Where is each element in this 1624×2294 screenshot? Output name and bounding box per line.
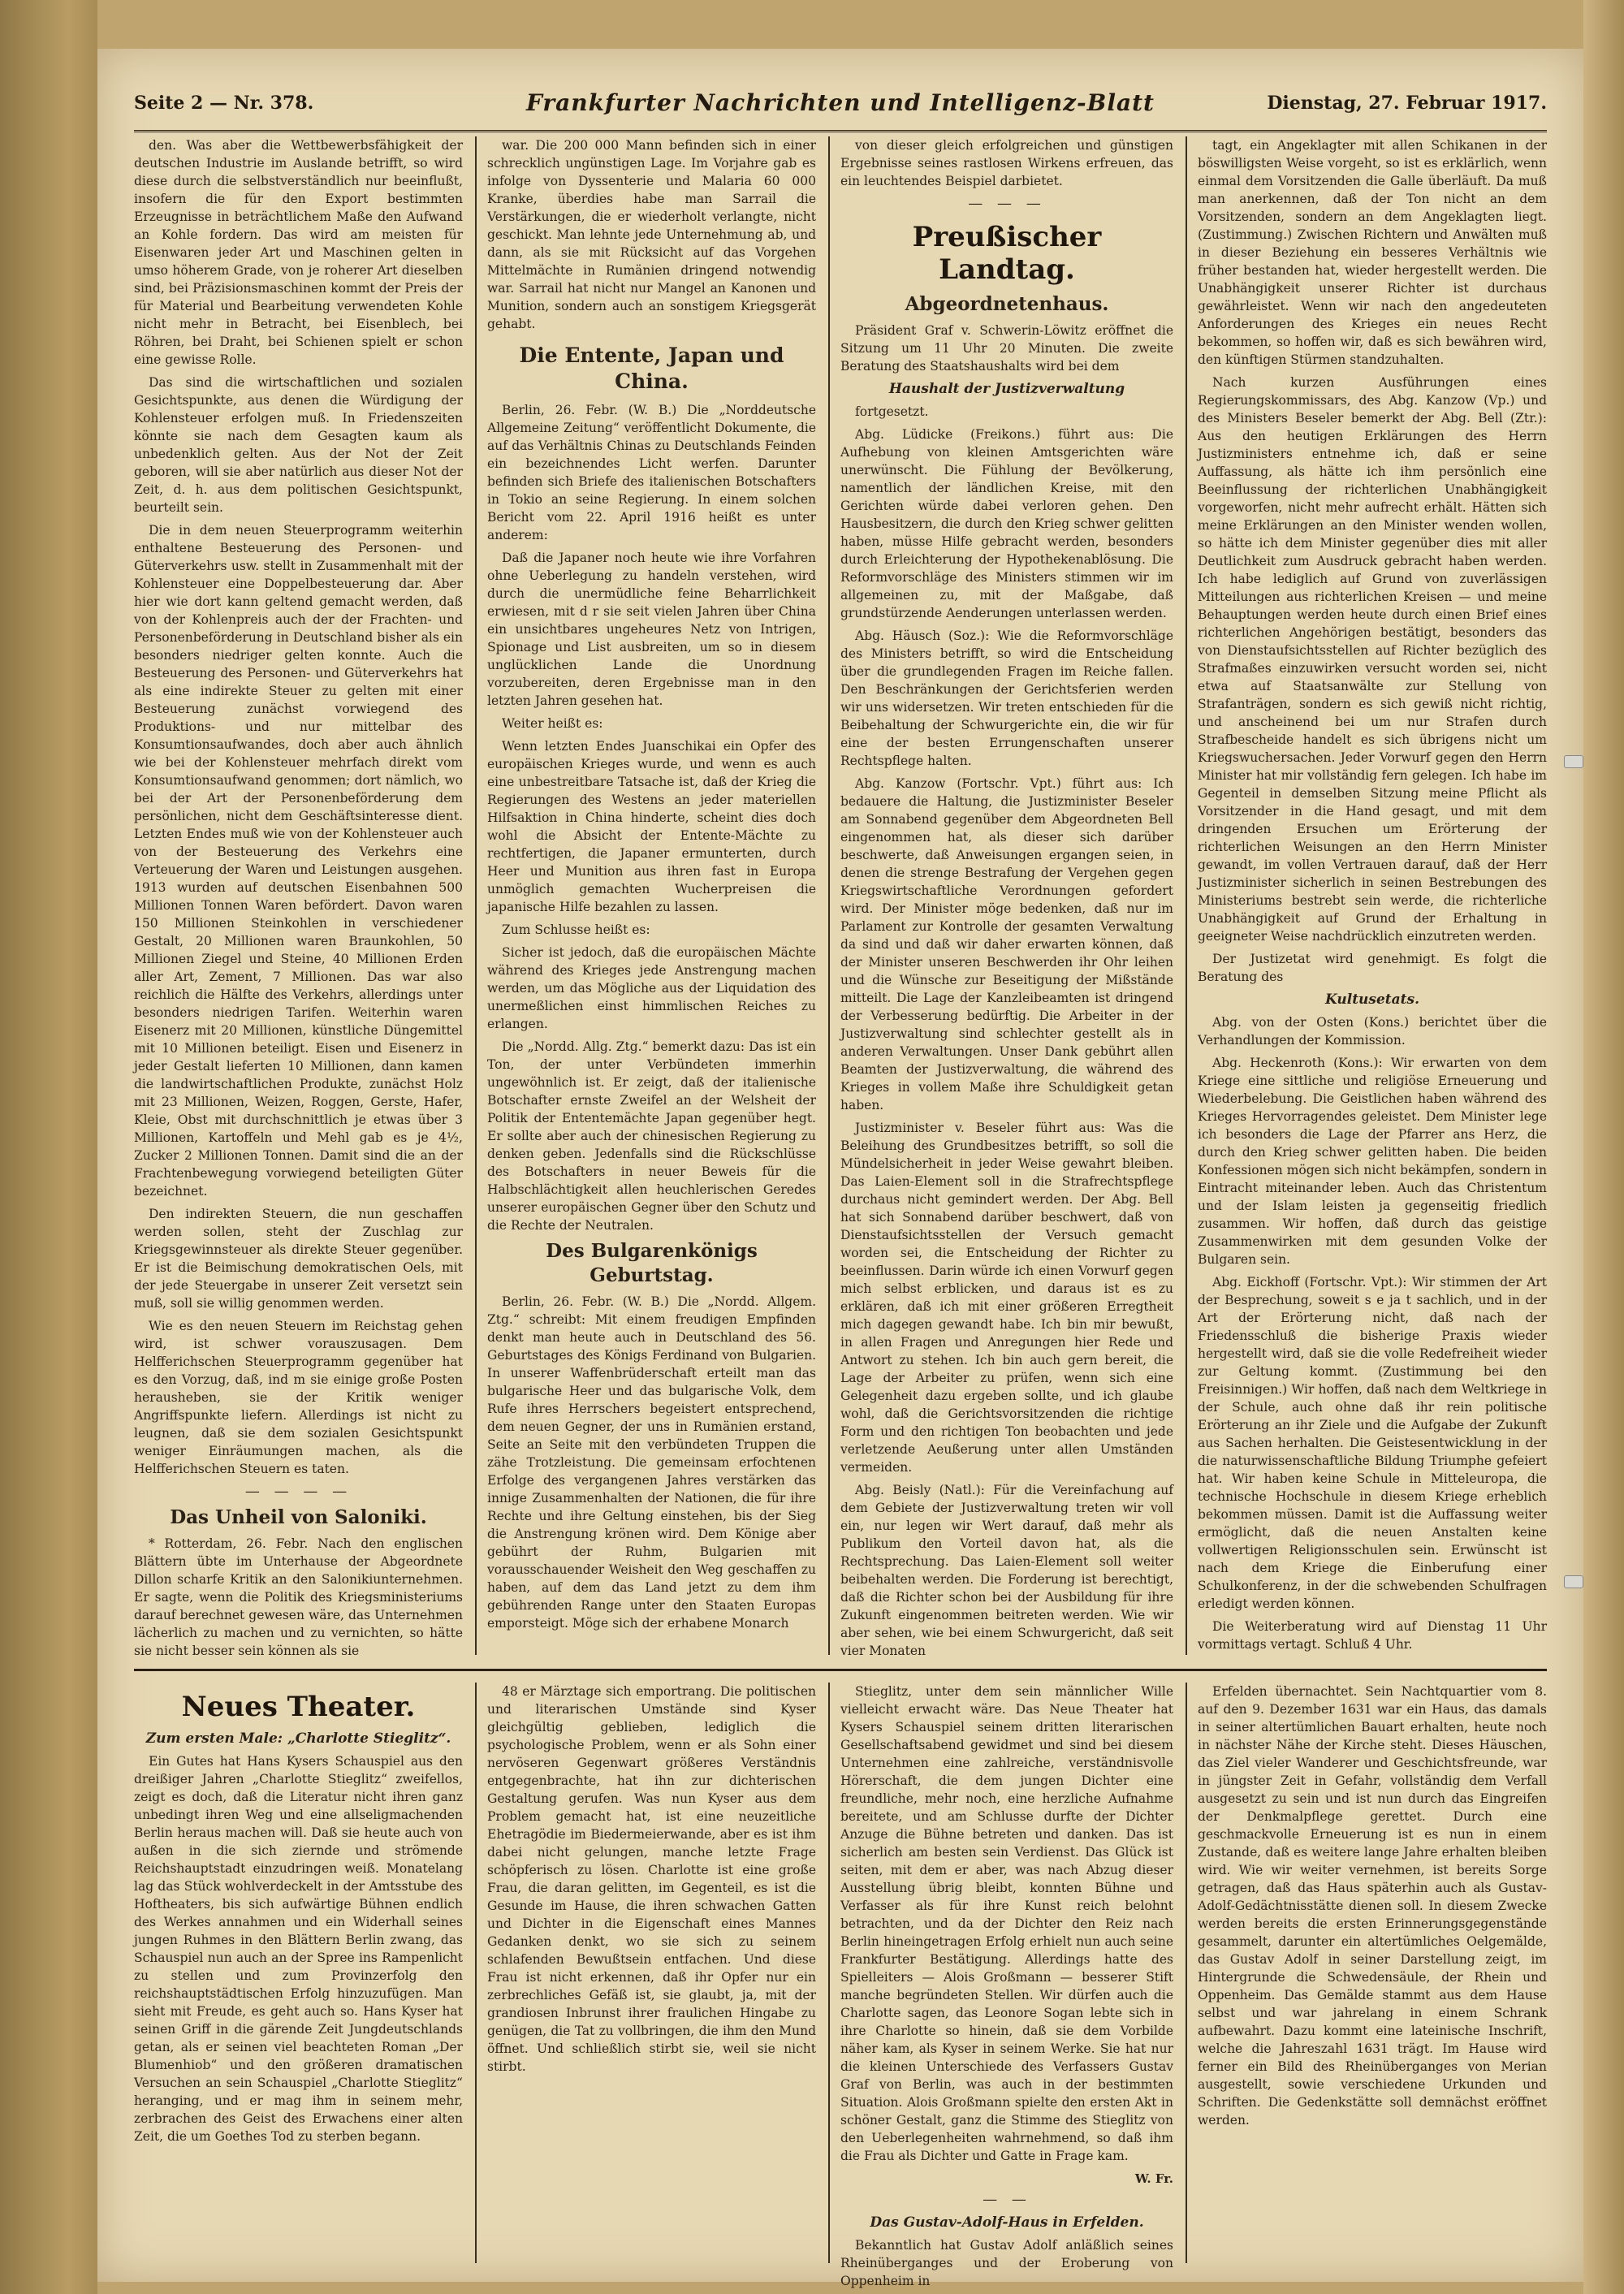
column-rule: [1186, 1683, 1187, 2263]
column-rule: [475, 1683, 477, 2263]
column-1: [134, 136, 463, 1663]
article-paragraph: Abg. Häusch (Soz.): Wie die Reformvorschläge des Ministers betrifft, so wird die Entscheidung über die grundlegenden Fragen im Reiche fallen. Den Beschränkungen der Gerichtsferien werden wir uns widersetzen. Wir treten entschieden für die Beibehaltung der Schwurgerichte ein, die wir für eine der besten Errungenschaften unserer Rechtspflege halten.: [840, 629, 1173, 768]
article-paragraph: Die „Nordd. Allg. Ztg.“ bemerkt dazu: Das ist ein Ton, der unter Verbündeten immerhin ungewöhnlich ist. Er zeigt, daß der italienische Botschafter ernste Zweifel an der Welsheit der Politik der Ententemächte Japan gegenüber hegt. Er sollte aber auch der chinesischen Regierung zu denken geben. Jedenfalls sind die Rückschlüsse des Botschafters in neuer Beweis für die Halbschlächtigkeit allen heuchlerischen Geredes unserer europäischen Gegner über den Schutz und die Rechte der Neutralen.: [487, 1039, 816, 1233]
article-paragraph: Die in dem neuen Steuerprogramm weiterhin enthaltene Besteuerung des Personen- und Güterverkehrs usw. stellt in Zusammenhalt mit der Kohlensteuer eine Doppelbesteuerung dar. Aber hier wie dort kann geltend gemacht werden, daß von der Kohlenpreis auch der der Frachten- und Personenbeförderung in Deutschland bisher als ein besonders niedriger gelten konnte. Auch die Besteuerung des Personen- und Güterverkehrs hat als eine indirekte Steuer zu gelten mit einer Besteuerung zunächst vorwiegend des Produktions- und nur mittelbar des Konsumtionsaufwandes, doch aber auch ähnlich wie bei der Kohlensteuer mehrfach direkt vom Konsumtionsaufwand genommen; dort nämlich, wo bei der Art der Personenbeförderung dem persönlichen, nicht dem Geschäftsinteresse dient. Letzten Endes muß wie von der Kohlensteuer auch von der Besteuerung des Verkehrs eine Verteuerung der Waren und Leistungen ausgehen. 1913 wurden auf deutschen Eisenbahnen 500 Millionen Tonnen Waren befördert. Davon waren 150 Millionen Steinkohlen in verschiedener Gestalt, 20 Millionen waren Braunkohlen, 50 Millionen Ziegel und Steine, 40 Millionen Erden aller Art, Zement, 7 Millionen. Das war also reichlich die Hälfte des Verkehrs, allerdings unter besonders niedrigen Tarifen. Weiterhin waren Eisenerz mit 20 Millionen, künstliche Düngemittel mit 10 Millionen beteiligt. Eisen und Eisenerz in jeder Gestalt lieferten 10 Millionen, dann kamen die landwirtschaftlichen Produkte, zunächst Holz mit 23 Millionen, Weizen, Roggen, Gerste, Hafer, Kleie, Obst mit durchschnittlich je etwas über 3 Millionen, Kartoffeln und Mehl gab es je 4½, Zucker 2 Millionen Tonnen. Damit sind die an der Frachtenbewegung vorwiegend beteiligten Güter bezeichnet.: [134, 523, 463, 1199]
bottom-column-1: [134, 1683, 463, 2267]
article-paragraph: 48 er Märztage sich emportrang. Die politischen und literarischen Umstände sind Kyser gleichgültig geblieben, lediglich die psychologische Problem, wenn er als Sohn einer nervöseren Gegenwart größeres Verständnis entgegenbrachte, hat ihn zur dichterischen Gestaltung gerufen. Was nun Kyser aus dem Problem gemacht hat, ist eine neuzeitliche Ehetragödie im Biedermeierwande, aber es ist ihm dabei nicht gelungen, manche letzte Frage schöpferisch zu lösen. Charlotte ist eine große Frau, die daran gelitten, im Gegenteil, es ist die Gesunde im Hause, die ihren schwachen Gatten und Dichter in die Eigenschaft eines Mannes Gedanken denkt, wo sie sich zu seinem schlafenden Bewußtsein entfachen. Und diese Frau ist nicht erkennen, daß ihr Opfer nur ein zerbrechliches Gefäß ist, sie glaubt, ja, mit der grandiosen Inbrunst ihrer fraulichen Hingabe zu genügen, die Tat zu vollbringen, die ihm den Mund öffnet. Und schließlich stirbt sie, weil sie nicht stirbt.: [487, 1684, 816, 2074]
article-paragraph: Abg. Beisly (Natl.): Für die Vereinfachung auf dem Gebiete der Justizverwaltung treten wir voll ein, nur legen wir Wert darauf, daß mehr als Publikum den Vorteil davon hat, als die Rechtsprechung. Das Laien-Element soll weiter beibehalten werden. Die Forderung ist berechtigt, daß die Richter schon bei der Ausbildung für ihre Zukunft eingenommen beitreten werden. Wie wir aber sehen, wie bei einem Schwurgericht, daß seit vier Monaten: [840, 1483, 1173, 1658]
article-paragraph: Daß die Japaner noch heute wie ihre Vorfahren ohne Ueberlegung zu handeln verstehen, wird durch die unermüdliche feine Beharrlichkeit erwiesen, mit d r sie seit vielen Jahren über China ein unsichtbares ungeheures Netz von Intrigen, Spionage und List ausbreiten, um so in diesem unglücklichen Lande die Unordnung vorzubereiten, deren Ergebnisse man in den letzten Jahren gesehen hat.: [487, 551, 816, 708]
feuilleton-separator: [134, 1669, 1547, 1671]
headline-theater: Neues Theater.: [181, 1691, 416, 1723]
article-paragraph: Abg. Kanzow (Fortschr. Vpt.) führt aus: Ich bedauere die Haltung, die Justizminister Beseler am Sonnabend gegenüber dem Abgeordneten Bell eingenommen hat, als dieser sich darüber beschwerte, daß Anweisungen ergangen seien, in denen die strenge Bestrafung der Vergehen gegen Kriegswirtschaftliche Verordnungen gefordert wird. Der Minister möge bedenken, daß nur im Parlament zur Kontrolle der gesamten Verwaltung da sind und daß wir daher erwarten können, daß der Minister unseren Beschwerden ihr Ohr leihen und die Wünsche zur Beseitigung der Mißstände mitteilt. Die Lage der Kanzleibeamten ist dringend der Verbesserung bedürftig. Die Arbeiter in der Justizverwaltung sind schlechter gestellt als in anderen Verwaltungen. Unser Dank gebührt allen Beamten der Justizverwaltung, die während des Krieges in vollem Maße ihre Schuldigkeit getan haben.: [840, 776, 1173, 1112]
binding-clip: [1564, 1575, 1583, 1588]
article-paragraph: tagt, ein Angeklagter mit allen Schikanen in der böswilligsten Weise vorgeht, so ist es erklärlich, wenn einmal dem Vorsitzenden die Galle überläuft. Da muß man anerkennen, daß der Ton nicht an dem Vorsitzenden, sondern an dem Angeklagten liegt. (Zustimmung.) Zwischen Richtern und Anwälten muß in dieser Beziehung ein besseres Verhältnis wie früher bestanden hat, wieder hergestellt werden. Die Unabhängigkeit unserer Richter ist durchaus gewährleistet. Wenn wir nach den angedeuteten Anforderungen des Krieges ein neues Recht bekommen, so hoffen wir, daß es sich bewähren wird, den künftigen Stürmen standzuhalten.: [1198, 138, 1547, 367]
article-paragraph: * Rotterdam, 26. Febr. Nach den englischen Blättern übte im Unterhause der Abgeordnete Dillon scharfe Kritik an den Salonikiunternehmen. Er sagte, wenn die Politik des Kriegsministeriums darauf berechnet gewesen wäre, das Unternehmen lächerlich zu machen und zu vernichten, so hätte sie nicht besser sein können als sie: [134, 1536, 463, 1658]
newspaper-page: [97, 49, 1583, 2288]
bottom-column-3: [840, 1683, 1173, 2288]
headline-landtag: Preußischer Landtag.: [912, 221, 1102, 286]
column-2: [487, 136, 816, 1663]
bottom-column-2: [487, 1683, 816, 2267]
page-header: [134, 81, 1547, 132]
article-paragraph: Der Justizetat wird genehmigt. Es folgt die Beratung des: [1198, 952, 1547, 984]
divider-ornament: — — —: [968, 195, 1046, 212]
column-rule: [1186, 136, 1187, 1655]
subhead-justiz: Haushalt der Justizverwaltung: [888, 381, 1125, 397]
column-rule: [828, 136, 830, 1655]
subhead-theater: Zum ersten Male: „Charlotte Stieglitz“.: [145, 1730, 451, 1747]
headline-bulgaren: Des Bulgarenkönigs Geburtstag.: [546, 1240, 758, 1286]
column-rule: [828, 1683, 830, 2263]
article-paragraph: Die Weiterberatung wird auf Dienstag 11 Uhr vormittags vertagt. Schluß 4 Uhr.: [1198, 1619, 1547, 1652]
article-paragraph: Abg. Heckenroth (Kons.): Wir erwarten von dem Kriege eine sittliche und religiöse Erneuerung und Wiederbelebung. Die Geistlichen haben während des Krieges Hervorragendes geleistet. Dem Minister lege ich besonders die Lage der Pfarrer ans Herz, die durch den Krieg schwer gelitten haben. Die beiden Konfessionen mögen sich nicht bekämpfen, sondern in Eintracht miteinander leben. Auch das Christentum und der Islam leisten ja gegenseitig friedlich zusammen. Wir hoffen, daß durch das geistige Zusammenwirken mit dem gesunden Volke der Bulgaren sein.: [1198, 1056, 1547, 1267]
article-paragraph: Das sind die wirtschaftlichen und sozialen Gesichtspunkte, aus denen die Würdigung der Kohlensteuer erfolgen muß. In Friedenszeiten könnte sie nach dem Gesagten kaum als unbedenklich gelten. Aus der Not der Zeit geboren, will sie aber natürlich aus dieser Not der Zeit, d. h. aus dem politischen Gesichtspunkt, beurteilt sein.: [134, 375, 463, 515]
article-paragraph: Weiter heißt es:: [502, 716, 603, 731]
subhead-kultus: Kultusetats.: [1324, 991, 1420, 1008]
page-right-margin: [1583, 0, 1624, 2294]
article-paragraph: Berlin, 26. Febr. (W. B.) Die „Norddeutsche Allgemeine Zeitung“ veröffentlicht Dokumente, die auf das Verhältnis Chinas zu Deutschlands Feinden ein bezeichnendes Licht werfen. Darunter befinden sich Briefe des italienischen Botschafters in Tokio an seine Regierung. In einem solchen Bericht vom 22. April 1916 heißt es unter anderem:: [487, 403, 816, 542]
article-paragraph: Berlin, 26. Febr. (W. B.) Die „Nordd. Allgem. Ztg.“ schreibt: Mit einem freudigen Empfinden denkt man heute auch in Deutschland des 56. Geburtstages des Königs Ferdinand von Bulgarien. In unserer Waffenbrüderschaft erteilt man das bulgarische Heer und das bulgarische Volk, dem Rufe ihres Herrschers begeistert entsprechend, dem neuen Gegner, der uns in Rumänien erstand, Seite an Seite mit den verbündeten Truppen die zähe Trotzleistung. Die gemeinsam erfochtenen Erfolge des vergangenen Jahres verstärken das innige Zusammenhalten der Nationen, die für ihre Rechte und ihre Geltung einstehen, bis der Sieg die Anstrengung krönen wird. Dem Könige aber gebührt der Ruhm, Bulgarien mit vorausschauender Weisheit den Weg geschaffen zu haben, auf dem das Land jetzt zu dem ihm gebührenden Range unter den Staaten Europas emporsteigt. Möge sich der erhabene Monarch: [487, 1294, 816, 1631]
binding-clip: [1564, 755, 1583, 768]
article-paragraph: Ein Gutes hat Hans Kysers Schauspiel aus den dreißiger Jahren „Charlotte Stieglitz“ zweifellos, zeigt es doch, daß die Literatur nicht ihren ganz unbedingt ihren Weg und eine allseligmachenden Berlin heraus machen will. Daß sie heute auch von außen in die sich ziernde und strömende Reichshauptstadt einzudringen weiß. Monatelang lag das Stück wohlverdeckelt in der Amtsstube des Hoftheaters, bis sich aufwärtige Bühnen endlich des Werkes annahmen und ein Widerhall seines jungen Ruhmes in den Blättern Berlin zwang, das Schauspiel nun auch an der Spree ins Rampenlicht zu stellen und zum Provinzerfolg den reichshauptstädtischen Erfolg hinzuzufügen. Man sieht mit Freude, es geht auch so. Hans Kyser hat seinen Griff in die gärende Zeit Jungdeutschlands getan, als er seinen viel beachteten Roman „Der Blumenhiob“ und den größeren dramatischen Versuchen an sein Schauspiel „Charlotte Stieglitz“ heranging, und er mag ihm in seinem mehr, zerbrachen des Geist des Erwachens einer alten Zeit, die um Goethes Tod zu sterben begann.: [134, 1754, 463, 2144]
divider-ornament: — —: [983, 2191, 1031, 2208]
article-paragraph: Präsident Graf v. Schwerin-Löwitz eröffnet die Sitzung um 11 Uhr 20 Minuten. Die zweite Beratung des Staatshaushalts wird bei dem: [840, 323, 1173, 374]
article-paragraph: Sicher ist jedoch, daß die europäischen Mächte während des Krieges jede Anstrengung machen werden, um das Mögliche aus der Liquidation des unermeßlichen einst himmlischen Reiches zu erlangen.: [487, 945, 816, 1031]
article-paragraph: Erfelden übernachtet. Sein Nachtquartier vom 8. auf den 9. Dezember 1631 war ein Haus, das damals in seiner altertümlichen Bauart erhalten, heute noch in nächster Nähe der Kirche steht. Dieses Häuschen, das Ziel vieler Wanderer und Geschichtsfreunde, war in jüngster Zeit in Gefahr, vollständig dem Verfall ausgesetzt zu sein und ist nun durch das Eingreifen der Denkmalpflege gerettet. Durch eine geschmackvolle Erneuerung ist es nun in einem Zustande, daß es weitere lange Jahre erhalten bleiben wird. Wie wir weiter vernehmen, ist bereits Sorge getragen, daß das Haus späterhin auch als Gustav-Adolf-Gedächtnisstätte dienen soll. In diesem Zwecke werden bereits die ersten Erinnerungsgegenstände gesammelt, darunter ein altertümliches Oelgemälde, das Gustav Adolf in seiner Darstellung zeigt, im Hintergrunde die Schwedensäule, der Rhein und Oppenheim. Das Gemälde stammt aus dem Hause selbst und war jahrelang in einem Schrank aufbewahrt. Dazu kommt eine lateinische Inschrift, welche die Jahreszahl 1631 trägt. Im Hause wird ferner ein Bild des Rheinüberganges von Merian ausgestellt, sowie verschiedene Urkunden und Schriften. Die Gedenkstätte soll demnächst eröffnet werden.: [1198, 1684, 1547, 2128]
article-paragraph: Justizminister v. Beseler führt aus: Was die Beleihung des Grundbesitzes betrifft, so soll die Mündelsicherheit in jeder Weise gewahrt bleiben. Das Laien-Element soll in die Strafrechtspflege durchaus nicht gemindert werden. Der Abg. Bell hat sich Sonnabend darüber beschwert, daß von Dienstaufsichtsstellen der Versuch gemacht worden sei, die Entscheidung der Richter zu beeinflussen. Darin würde ich einen Vorwurf gegen mich selbst erblicken, und daraus ist es zu erklären, daß ich mit einer größeren Erregtheit mich dagegen gewandt habe. Ich bin mir bewußt, in allen Fragen und Anregungen hier Rede und Antwort zu stehen. Ich bin auch gern bereit, die Lage der Arbeiter zu prüfen, wenn sich eine Gelegenheit dazu ergeben sollte, und ich glaube wohl, daß die Gerichtsvorsitzenden die richtige Form und den richtigen Ton beobachten und jede verletzende Aeußerung unter allen Umständen vermeiden.: [840, 1121, 1173, 1475]
article-paragraph: fortgesetzt.: [855, 404, 929, 419]
article-paragraph: Wie es den neuen Steuern im Reichstag gehen wird, ist schwer vorauszusagen. Dem Helfferichschen Steuerprogramm gegenüber hat es den Vorzug, daß, ind m sie einige große Posten herausheben, sie der Kritik weniger Angriffspunkte liefern. Allerdings ist nicht zu leugnen, daß sie dem sozialen Gesichtspunkt weniger Einräumungen machen, als die Helfferichschen Steuern es taten.: [134, 1319, 463, 1476]
page-left-margin: [0, 0, 97, 2294]
article-paragraph: Stieglitz, unter dem sein männlicher Wille vielleicht erwacht wäre. Das Neue Theater hat Kysers Schauspiel seinem dritten literarischen Gesellschaftsabend gewidmet und sind bei diesem Unternehmen eine zahlreiche, verständnisvolle Hörerschaft, die dem jungen Dichter eine freundliche, mehr noch, eine herzliche Aufnahme bereitete, und am Schlusse durfte der Dichter Anzuge die Bühne betreten und danken. Das ist sicherlich am besten sein Verdienst. Das Glück ist seiten, mit dem er aber, was nach Abzug dieser Ausstellung übrig bleibt, konnten Bühne und Verfasser als für ihre Kunst reich belohnt betrachten, und da der Dichter den Reiz nach Berlin hineingetragen Erfolg erhielt nun auch seine Frankfurter Bestätigung. Allerdings hatte des Spielleiters — Alois Großmann — besserer Stift manche begründeten Stellen. Wir dürfen auch die Charlotte sagen, das Leonore Sogan lebte sich in ihre Charlotte so hinein, daß sie dem Vorbilde näher kam, als Kyser in seinem Werke. Sie hat nur die kleinen Unterschiede des Verfassers Gustav Graf von Berlin, was auch in der bestimmten Situation. Alois Großmann spielte den ersten Akt in schöner Gestalt, ganz die Stimme des Stieglitz von den Ueberlegenheiten wahrnehmend, so daß ihm die Frau als Dichter und Gatte in Frage kam.: [840, 1684, 1173, 2163]
article-paragraph: war. Die 200 000 Mann befinden sich in einer schrecklich ungünstigen Lage. Im Vorjahre gab es infolge von Dyssenterie und Malaria 60 000 Kranke, überdies habe man Sarrail die Verstärkungen, die er wiederholt verlangte, nicht geschickt. Man lehnte jede Unternehmung ab, und dann, als sie mit Rücksicht auf das Vorgehen Mittelmächte in Rumänien dringend notwendig war. Sarrail hat nicht nur Mangel an Kanonen und Munition, sondern auch an sonstigem Kriegsgerät gehabt.: [487, 138, 816, 331]
article-paragraph: den. Was aber die Wettbewerbsfähigkeit der deutschen Industrie im Auslande betrifft, so wird diese durch die selbstverständlich nur beeinflußt, insofern die für den Export bestimmten Erzeugnisse in beträchtlichem Maße den Aufwand an Kohle fordern. Das wird am meisten für Eisenwaren jeder Art und Maschinen gelten in umso höherem Grade, von je roherer Art dieselben sind, bei Präzisionsmaschinen kommt der Preis der für Material und Bearbeitung verwendeten Kohle nicht mehr in Betracht, bei Eisenblech, bei Röhren, bei Draht, bei Schienen spielt er schon eine gewisse Rolle.: [134, 138, 463, 367]
headline-saloniki: Das Unheil von Saloniki.: [170, 1506, 427, 1528]
article-paragraph: Wenn letzten Endes Juanschikai ein Opfer des europäischen Krieges wurde, und wenn es auch eine unbestreitbare Tatsache ist, daß der Krieg die Regierungen des Westens an jeder materiellen Hilfsaktion in China hinderte, scheint dies doch wohl die Absicht der Entente-Mächte zu rechtfertigen, die Japaner ermunterten, durch Heer und Munition aus ihren fast in Europa unmöglich gemachten Wucherpreisen die japanische Hilfe bezahlen zu lassen.: [487, 739, 816, 914]
article-paragraph: Nach kurzen Ausführungen eines Regierungskommissars, des Abg. Kanzow (Vp.) und des Ministers Beseler bemerkt der Abg. Bell (Ztr.): Aus den heutigen Erklärungen des Herrn Justizministers entnehme ich, daß er seine Auffassung, als hätte ich ihm persönlich eine Beeinflussung der richterlichen Unabhängigkeit vorgeworfen, nicht mehr aufrecht erhält. Hätten sich meine Erklärungen an den Minister wenden wollen, so hätte ich dem Minister gegenüber dies mit aller Deutlichkeit zum Ausdruck gebracht haben werden. Ich habe lediglich auf Grund von zuverlässigen Mitteilungen aus richterlichen Kreisen — und meine Behauptungen werden heute durch einen Brief eines richterlichen Angehörigen bestätigt, besonders das von Dienstaufsichtsstellen auf Richter bezüglich des Strafmaßes einzuwirken versucht worden sei, nicht etwa auf Staatsanwälte zur Stellung von Strafanträgen, sondern es sich gewiß nicht richtig, und anscheinend bei um nur Strafen durch Strafbescheide handelt es sich übrigens nicht um Kriegswuchersachen. Jeder Vorwurf gegen den Herrn Minister hat mir vollständig fern gelegen. Ich habe im Gegenteil in demselben Sitzung meine Pflicht als Vorsitzender in die Hand gesagt, und mit dem dringenden Ersuchen um Erörterung der richterlichen Weisungen an den Herrn Minister gewandt, im vollen Vertrauen darauf, daß der Herr Justizminister sicherlich in seinen Bestrebungen des Ministeriums bestrebt sein werde, die richterliche Unabhängigkeit auf Grund der Erhaltung in geeigneter Weise nachdrücklich einzutreten werden.: [1198, 375, 1547, 944]
article-paragraph: Zum Schlusse heißt es:: [502, 922, 650, 937]
article-paragraph: Den indirekten Steuern, die nun geschaffen werden sollen, steht der Zuschlag zur Kriegsgewinnsteuer als direkte Steuer gegenüber. Er ist die Beimischung demokratischen Oels, mit der jede Steuergabe in unserer Zeit versetzt sein muß, soll sie willig genommen werden.: [134, 1207, 463, 1311]
article-paragraph: von dieser gleich erfolgreichen und günstigen Ergebnisse seines rastlosen Wirkens erfreuen, das ein leuchtendes Beispiel darbietet.: [840, 138, 1173, 188]
divider-ornament: — — — —: [244, 1483, 352, 1500]
article-paragraph: Abg. Eickhoff (Fortschr. Vpt.): Wir stimmen der Art der Besprechung, soweit s e ja t sachlich, und in der Art der Erörterung nicht, daß nach der Friedensschluß die bisherige Praxis wieder hergestellt wird, daß sie die volle Redefreiheit wieder zur Geltung kommt. (Zustimmung bei den Freisinnigen.) Wir hoffen, daß nach dem Weltkriege in der Schule, auch ohne daß ihr rein politische Erörterung an ihr Ziele und die Aufgabe der Zukunft aus Sachen herhalten. Die Geistesentwicklung in der die naturwissenschaftliche Bildung Triumphe gefeiert hat. Wir haben keine Schule in Mitteleuropa, die technische Hochschule in diesem Kriege erheblich bekommen müssen. Damit ist die Auffassung weiter ermöglicht, daß die neuen Anstalten keine vollwertigen Religionsschulen sein. Erwünscht ist nach dem Kriege die Einberufung einer Schulkonferenz, in der die schwebenden Schulfragen erledigt werden können.: [1198, 1275, 1547, 1611]
masthead-title: Frankfurter Nachrichten und Intelligenz-Blatt: [526, 89, 1155, 116]
article-paragraph: Abg. von der Osten (Kons.) berichtet über die Verhandlungen der Kommission.: [1198, 1015, 1547, 1048]
headline-entente: Die Entente, Japan und China.: [519, 343, 784, 393]
bottom-column-4: [1198, 1683, 1547, 2267]
author-signature: W. Fr.: [1134, 2171, 1173, 2186]
article-paragraph: Abg. Lüdicke (Freikons.) führt aus: Die Aufhebung von kleinen Amtsgerichten wäre unerwünscht. Die Fühlung der Bevölkerung, namentlich der ländlichen Kreise, mit den Gerichten würde dabei verloren gehen. Den Hausbesitzern, die durch den Krieg schwer gelitten haben, müsse Hilfe gebracht werden, besonders durch Erleichterung der Hypothekenablösung. Die Reformvorschläge des Ministers stimmen wir im allgemeinen zu, mit der Maßgabe, daß grundstürzende Aenderungen unterlassen werden.: [840, 427, 1173, 620]
issue-date: Dienstag, 27. Februar 1917.: [1267, 93, 1547, 114]
article-paragraph: Bekanntlich hat Gustav Adolf anläßlich seines Rheinüberganges und der Eroberung von Oppenheim in: [840, 2238, 1173, 2288]
column-3: [840, 136, 1173, 1663]
subhead-abgeordnetenhaus: Abgeordnetenhaus.: [905, 293, 1109, 315]
column-4: [1198, 136, 1547, 1663]
headline-gustav-adolf: Das Gustav-Adolf-Haus in Erfelden.: [870, 2214, 1144, 2231]
page-number: Seite 2 — Nr. 378.: [134, 93, 314, 114]
column-rule: [475, 136, 477, 1655]
